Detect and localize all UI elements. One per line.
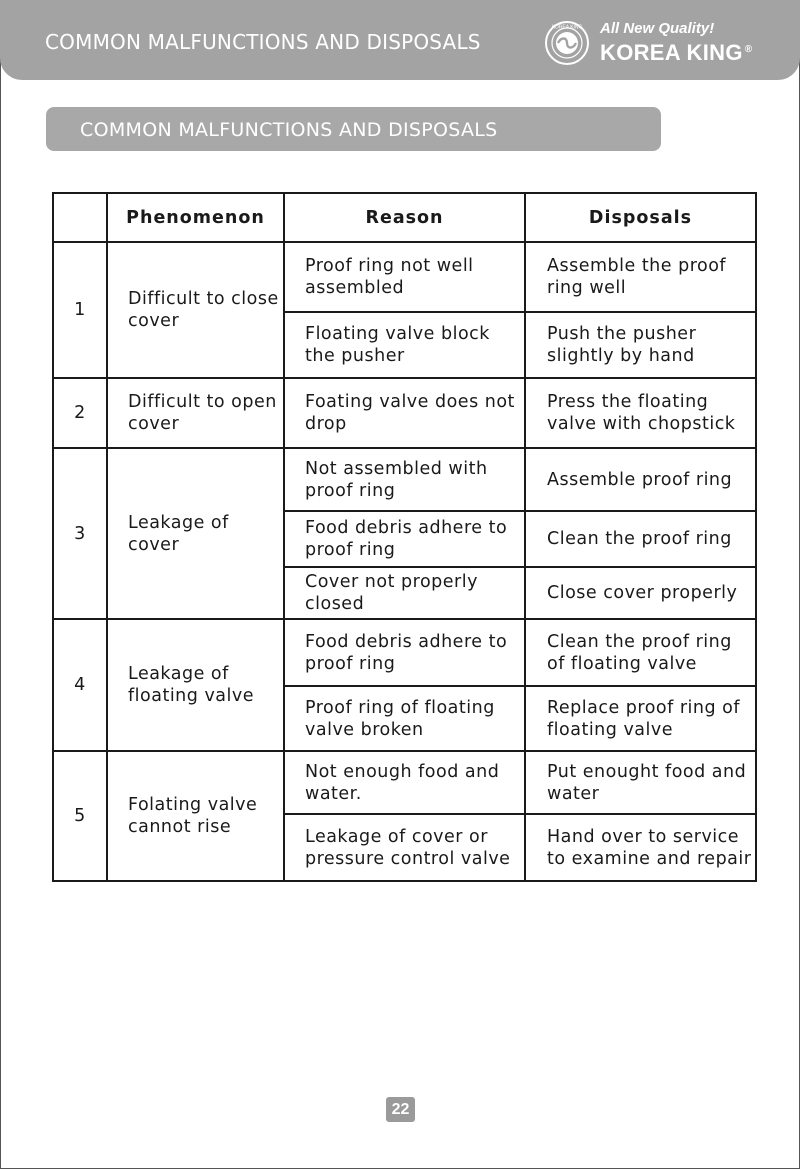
phenomenon-cell: Difficult to open cover	[107, 378, 284, 448]
phenomenon-cell: Difficult to close cover	[107, 242, 284, 378]
disposal-cell: Clean the proof ring of floating valve	[525, 619, 756, 686]
disposal-cell: Put enought food and water	[525, 751, 756, 814]
table-row	[53, 242, 756, 312]
disposal-cell: Assemble proof ring	[525, 448, 756, 511]
row-number: 1	[53, 242, 107, 378]
row-number: 5	[53, 751, 107, 881]
reason-cell: Proof ring of floating valve broken	[284, 686, 525, 751]
table-row	[53, 378, 756, 448]
disposal-cell: Clean the proof ring	[525, 511, 756, 567]
phenomenon-cell: Leakage of floating valve	[107, 619, 284, 751]
korea-king-logo-icon	[544, 20, 590, 66]
malfunctions-table	[52, 192, 757, 882]
table-row	[53, 751, 756, 814]
header-num	[53, 193, 107, 242]
header-title: COMMON MALFUNCTIONS AND DISPOSALS	[45, 30, 481, 54]
reason-cell: Not assembled with proof ring	[284, 448, 525, 511]
disposal-cell: Press the floating valve with chopstick	[525, 378, 756, 448]
reason-cell: Food debris adhere to proof ring	[284, 511, 525, 567]
brand-name-text: KOREA KING	[600, 40, 743, 65]
disposal-cell: Assemble the proof ring well	[525, 242, 756, 312]
reason-cell: Cover not properly closed	[284, 567, 525, 619]
header-phenomenon: Phenomenon	[107, 193, 284, 242]
brand-tagline: All New Quality!	[600, 20, 715, 37]
reason-cell: Not enough food and water.	[284, 751, 525, 814]
brand	[544, 18, 784, 70]
registered-mark: ®	[744, 43, 753, 55]
svg-text:KOREA KING: KOREA KING	[551, 24, 583, 31]
reason-cell: Foating valve does not drop	[284, 378, 525, 448]
table-row	[53, 448, 756, 511]
phenomenon-cell: Leakage of cover	[107, 448, 284, 619]
section-title: COMMON MALFUNCTIONS AND DISPOSALS	[80, 119, 498, 141]
section-title-bar	[46, 107, 661, 151]
reason-cell: Food debris adhere to proof ring	[284, 619, 525, 686]
header-disposals: Disposals	[525, 193, 756, 242]
disposal-cell: Push the pusher slightly by hand	[525, 312, 756, 378]
table-row	[53, 619, 756, 686]
table-header-row	[53, 193, 756, 242]
disposal-cell: Replace proof ring of floating valve	[525, 686, 756, 751]
row-number: 2	[53, 378, 107, 448]
reason-cell: Proof ring not well assembled	[284, 242, 525, 312]
page-number: 22	[386, 1097, 415, 1122]
row-number: 3	[53, 448, 107, 619]
reason-cell: Floating valve block the pusher	[284, 312, 525, 378]
reason-cell: Leakage of cover or pressure control valve	[284, 814, 525, 881]
header-reason: Reason	[284, 193, 525, 242]
phenomenon-cell: Folating valve cannot rise	[107, 751, 284, 881]
disposal-cell: Close cover properly	[525, 567, 756, 619]
row-number: 4	[53, 619, 107, 751]
brand-name	[600, 40, 752, 66]
header-band	[0, 0, 800, 80]
disposal-cell: Hand over to service to examine and repair	[525, 814, 756, 881]
